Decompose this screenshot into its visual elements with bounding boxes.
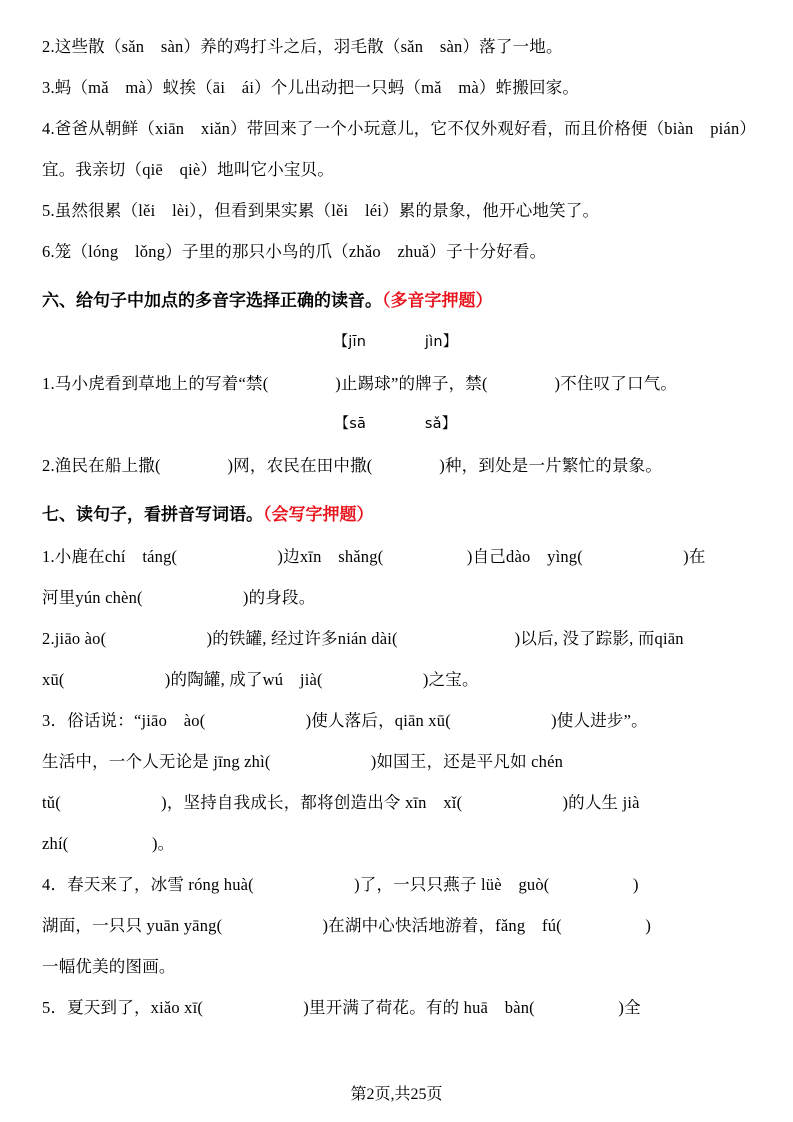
section-six-tag: （多音字押题）	[382, 291, 493, 310]
question-item: 4.爸爸从朝鲜（xiān xiǎn）带回来了一个小玩意儿，它不仅外观好看，而且价格便（biàn pián）宜。我亲切（qiē qiè）地叫它小宝贝。	[42, 119, 748, 179]
section-six-heading	[42, 280, 749, 322]
section-six-choice-1: 【jīn jìn】	[333, 334, 458, 350]
section-seven-q3-line1: 3．俗话说：“jiāo ào( )使人落后，qiān xū( )使人进步”。	[42, 711, 648, 730]
question-item: 6.笼（lóng lǒng）子里的那只小鸟的爪（zhǎo zhuǎ）子十分好看。	[42, 242, 547, 261]
section-seven-q2-line1: 2.jiāo ào( )的铁罐, 经过许多nián dài( )以后, 没了踪影, 而qiān	[42, 629, 684, 648]
question-item: 2.这些散（sǎn sàn）养的鸡打斗之后，羽毛散（sǎn sàn）落了一地。	[42, 37, 563, 56]
question-item: 3.蚂（mǎ mà）蚁挨（āi ái）个儿出动把一只蚂（mǎ mà）蚱搬回家。	[42, 78, 580, 97]
section-seven-q4-line1: 4．春天来了，冰雪 róng huà( )了，一只只燕子 lüè guò( )	[42, 875, 639, 894]
section-six-choice-2: 【sā sǎ】	[334, 416, 457, 432]
section-six-question-1: 1.马小虎看到草地上的写着“禁( )止踢球”的牌子，禁( )不住叹了口气。	[42, 374, 678, 393]
section-seven-q3-line2: 生活中，一个人无论是 jīng zhì( )如国王，还是平凡如 chén	[42, 752, 564, 771]
section-seven-q5-line1: 5．夏天到了，xiǎo xī( )里开满了荷花。有的 huā bàn( )全	[42, 998, 641, 1017]
section-seven-q3-line3: tǔ( )，坚持自我成长，都将创造出令 xīn xǐ( )的人生 jià	[42, 793, 640, 812]
section-seven-q3-line4: zhí( )。	[42, 834, 175, 853]
section-seven-q4-line2: 湖面，一只只 yuān yāng( )在湖中心快活地游着，fǎng fú( )	[42, 916, 652, 935]
section-seven-q4-line3: 一幅优美的图画。	[42, 957, 176, 976]
question-item: 5.虽然很累（lěi lèi），但看到果实累（lěi léi）累的景象，他开心地笑了。	[42, 201, 600, 220]
section-seven-q1-line2: 河里yún chèn( )的身段。	[42, 588, 316, 607]
section-six-question-2: 2.渔民在船上撒( )网，农民在田中撒( )种，到处是一片繁忙的景象。	[42, 456, 663, 475]
page-footer: 第2页,共25页	[350, 1086, 443, 1103]
section-six-title: 六、给句子中加点的多音字选择正确的读音。	[42, 291, 382, 310]
section-seven-tag: （会写字押题）	[263, 505, 374, 524]
section-seven-q1-line1: 1.小鹿在chí táng( )边xīn shǎng( )自己dào yìng( )在	[42, 547, 706, 566]
section-seven-q2-line2: xū( )的陶罐, 成了wú jià( )之宝。	[42, 670, 479, 689]
section-seven-heading	[42, 494, 749, 536]
section-seven-title: 七、读句子，看拼音写词语。	[42, 505, 263, 524]
